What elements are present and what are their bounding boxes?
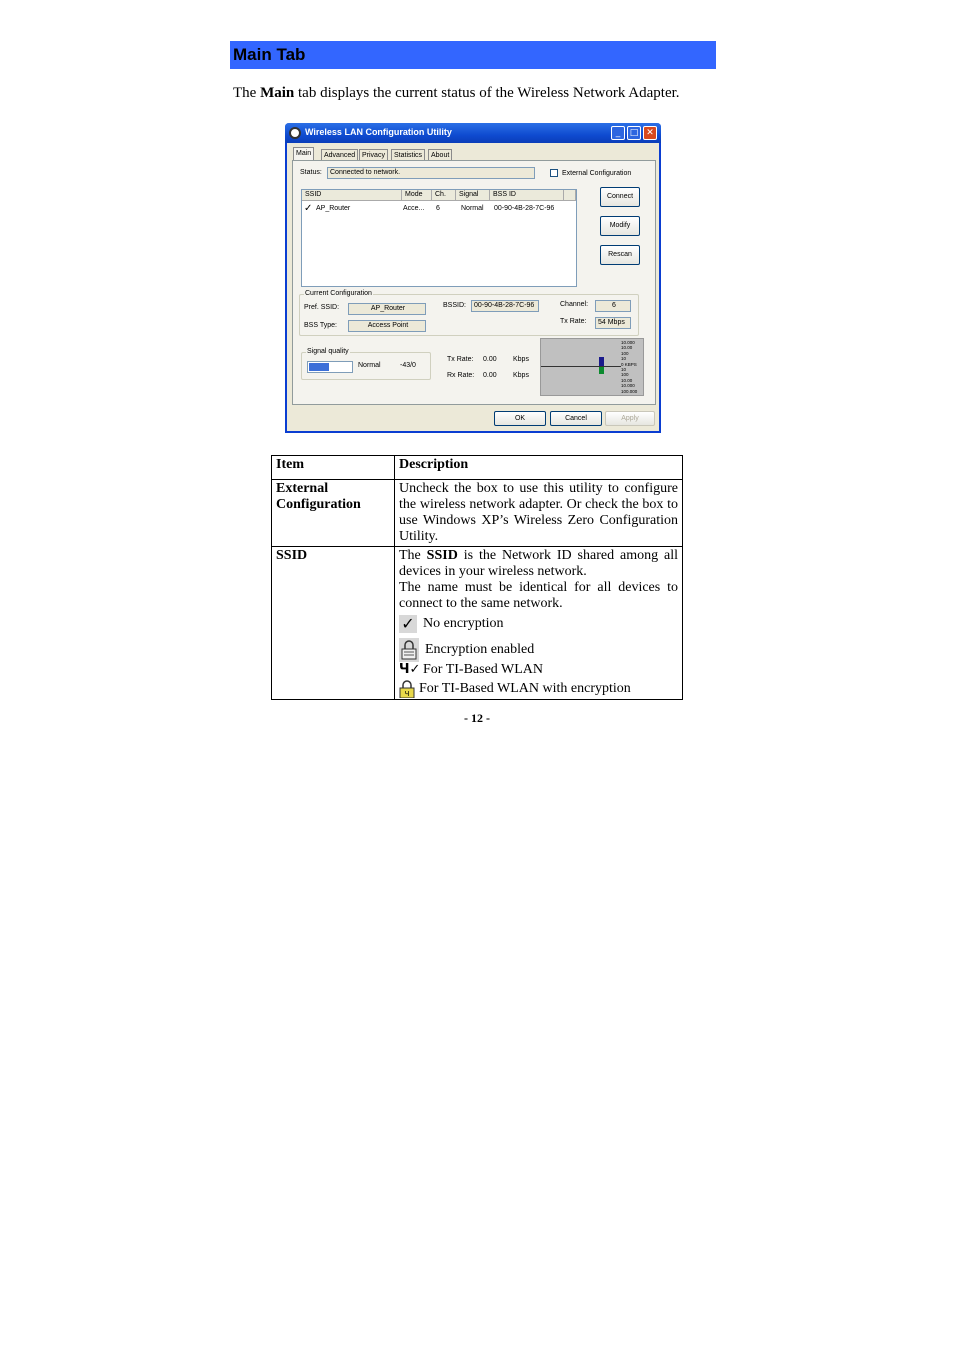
channel-field: 6	[595, 300, 631, 312]
section-heading-bar	[230, 41, 716, 69]
graph-scale-label: 10.000	[621, 383, 635, 389]
window-titlebar[interactable]	[285, 123, 661, 143]
status-label: Status:	[300, 169, 322, 176]
current-config-label: Current Configuration	[305, 290, 372, 297]
apply-button[interactable]: Apply	[605, 411, 655, 426]
item-ssid: SSID	[272, 547, 395, 700]
legend-ti-wlan-encryption	[399, 680, 678, 698]
connect-button[interactable]: Connect	[600, 187, 640, 207]
pref-ssid-label: Pref. SSID:	[304, 304, 340, 311]
col-channel[interactable]: Ch.	[432, 190, 456, 201]
desc-ssid	[395, 547, 683, 700]
signal-quality-value: -43/0	[400, 362, 416, 369]
ssid-desc-pre: The	[399, 548, 427, 563]
table-row	[272, 480, 683, 547]
graph-scale-label: 100.000	[621, 388, 638, 394]
minimize-icon[interactable]: _	[611, 126, 625, 140]
check-icon: ✓	[399, 615, 417, 633]
tx-rate-stat-unit: Kbps	[513, 356, 529, 363]
row-signal: Normal	[461, 205, 484, 212]
col-mode[interactable]: Mode	[402, 190, 432, 201]
maximize-icon[interactable]: □	[627, 126, 641, 140]
tx-rate-stat-label: Tx Rate:	[447, 356, 474, 363]
graph-scale-label: 10.000	[621, 340, 635, 345]
row-mode: Acce...	[403, 205, 425, 212]
rx-rate-stat-value: 0.00	[483, 372, 497, 379]
graph-baseline	[541, 366, 621, 367]
current-config-group	[299, 290, 639, 336]
intro-text-pre: The	[233, 85, 261, 101]
rescan-button[interactable]: Rescan	[600, 245, 640, 265]
graph-scale-label: 100	[621, 372, 629, 378]
item-external-config: External Configuration	[272, 480, 395, 547]
network-list[interactable]	[301, 189, 577, 287]
ssid-desc-paragraph-2: The name must be identical for all devices to connect to the same network.	[399, 580, 678, 611]
legend-ti-wlan	[399, 662, 678, 678]
status-field: Connected to network.	[327, 167, 535, 179]
svg-text:Ч: Ч	[404, 690, 410, 698]
row-bssid: 00-90-4B-28-7C-96	[494, 205, 555, 212]
tab-main[interactable]: Main	[293, 147, 314, 161]
window-title: Wireless LAN Configuration Utility	[305, 127, 452, 137]
row-channel: 6	[436, 205, 440, 212]
throughput-graph	[540, 338, 644, 396]
legend-label: For TI-Based WLAN	[423, 662, 544, 677]
bss-type-label: BSS Type:	[304, 322, 337, 329]
signal-quality-fill	[309, 363, 329, 371]
ti-lock-icon	[399, 680, 415, 698]
ok-button[interactable]: OK	[494, 411, 546, 426]
signal-quality-text: Normal	[358, 362, 381, 369]
graph-scale-label: 10	[621, 356, 627, 362]
close-icon[interactable]: ✕	[643, 126, 657, 140]
tab-privacy[interactable]: Privacy	[359, 149, 388, 161]
bssid-label: BSSID:	[443, 302, 466, 309]
pref-ssid-field: AP_Router	[348, 303, 426, 315]
intro-paragraph	[233, 85, 680, 102]
col-filler	[564, 190, 576, 201]
tx-rate-stat-value: 0.00	[483, 356, 497, 363]
header-item: Item	[272, 456, 395, 480]
intro-text-bold: Main	[260, 85, 295, 101]
channel-label: Channel:	[560, 301, 589, 308]
tab-about[interactable]: About	[428, 149, 452, 161]
section-title: Main Tab	[233, 45, 306, 64]
signal-quality-group	[301, 348, 431, 380]
bss-type-field: Access Point	[348, 320, 426, 332]
modify-button[interactable]: Modify	[600, 216, 640, 236]
tx-rate-label: Tx Rate:	[560, 318, 587, 325]
legend-label: For TI-Based WLAN with encryption	[419, 681, 631, 696]
graph-scale	[621, 340, 643, 396]
table-header-row	[272, 456, 683, 480]
signal-quality-label: Signal quality	[307, 348, 349, 355]
external-config-label: External Configuration	[562, 170, 632, 177]
legend-encryption-enabled	[399, 638, 678, 662]
legend-no-encryption	[399, 615, 678, 633]
ssid-desc-post: is the Network ID shared among all devices in your wireless network.	[399, 548, 678, 579]
signal-quality-bar	[307, 361, 353, 373]
tab-statistics[interactable]: Statistics	[391, 149, 425, 161]
graph-scale-label: 0 KBPS	[621, 361, 637, 367]
external-config-checkbox[interactable]	[550, 169, 558, 177]
header-description: Description	[395, 456, 683, 480]
graph-scale-label: 10	[621, 367, 627, 373]
desc-external-config: Uncheck the box to use this utility to configure the wireless network adapter. Or check the box to use Windows XP’s Wireless Zero Configuration Utility.	[395, 480, 683, 547]
config-utility-window	[285, 123, 661, 433]
graph-scale-label: 10.00	[621, 377, 633, 383]
table-row	[272, 547, 683, 700]
ssid-desc-paragraph	[399, 548, 678, 580]
col-bssid[interactable]: BSS ID	[490, 190, 564, 201]
app-icon	[289, 127, 301, 139]
legend-label: Encryption enabled	[425, 642, 535, 657]
ssid-desc-bold: SSID	[426, 548, 458, 563]
tx-rate-field: 54 Mbps	[595, 317, 631, 329]
graph-scale-label: 100	[621, 350, 629, 356]
legend-label: No encryption	[423, 616, 504, 631]
tab-advanced[interactable]: Advanced	[321, 149, 358, 161]
lock-icon	[399, 638, 419, 662]
rx-rate-stat-label: Rx Rate:	[447, 372, 475, 379]
item-description-table	[271, 455, 683, 700]
cancel-button[interactable]: Cancel	[550, 411, 602, 426]
col-ssid[interactable]: SSID	[302, 190, 402, 201]
check-icon: ✓	[304, 203, 313, 214]
page-number: - 12 -	[464, 711, 490, 725]
main-tab-panel	[292, 160, 656, 405]
bssid-field: 00-90-4B-28-7C-96	[471, 300, 539, 312]
ti-wlan-icon: Ч✓	[399, 662, 421, 677]
row-ssid: AP_Router	[316, 205, 351, 212]
col-signal[interactable]: Signal	[456, 190, 490, 201]
graph-scale-label: 10.00	[621, 345, 633, 351]
intro-text-post: tab displays the current status of the Wireless Network Adapter.	[294, 85, 680, 101]
graph-rx-bar	[599, 367, 604, 374]
graph-tx-bar	[599, 357, 604, 366]
rx-rate-stat-unit: Kbps	[513, 372, 529, 379]
